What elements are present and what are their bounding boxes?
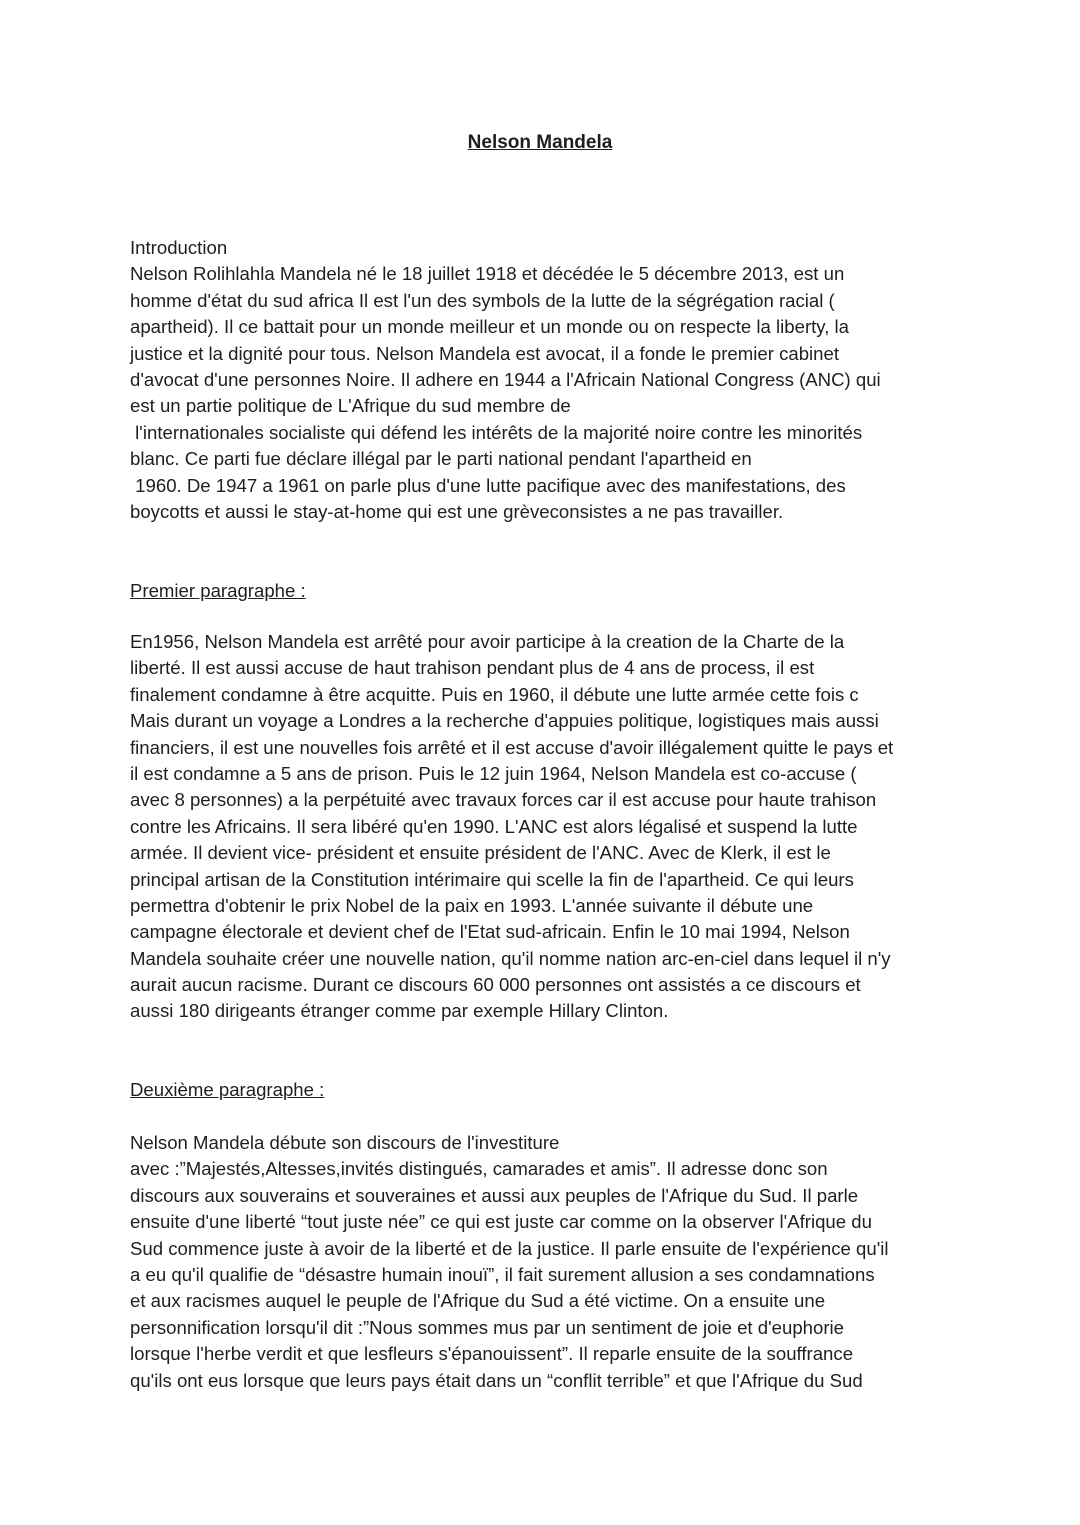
intro-line: l'internationales socialiste qui défend les intérêts de la majorité noire contre les minorités: [130, 421, 863, 443]
paragraph-line: En1956, Nelson Mandela est arrêté pour avoir participe à la creation de la Charte de la: [130, 631, 845, 652]
intro-line: boycotts et aussi le stay-at-home qui est une grèveconsistes a ne pas travailler.: [130, 500, 784, 522]
paragraph-line: discours aux souverains et souveraines et aussi aux peuples de l'Afrique du Sud. Il parle: [130, 1184, 859, 1206]
paragraph-line: principal artisan de la Constitution intérimaire qui scelle la fin de l'apartheid. Ce qui leurs: [130, 868, 854, 890]
paragraph-line: ensuite d'une liberté “tout juste née” ce qui est juste car comme on la observer l'Afrique du: [130, 1211, 872, 1233]
paragraph-line: et aux racismes auquel le peuple de l'Afrique du Sud a été victime. On a ensuite une: [130, 1290, 826, 1312]
section-heading-deuxieme: Deuxième paragraphe :: [130, 1079, 325, 1100]
paragraph-line: permettra d'obtenir le prix Nobel de la paix en 1993. L'année suivante il débute une: [130, 894, 814, 916]
paragraph-line: campagne électorale et devient chef de l'Etat sud-africain. Enfin le 10 mai 1994, Nelson: [130, 921, 850, 943]
paragraph-line: avec :”Majestés,Altesses,invités distingués, camarades et amis”. Il adresse donc son: [130, 1158, 828, 1180]
paragraph-line: Sud commence juste à avoir de la liberté et de la justice. Il parle ensuite de l'expérience qu'il: [130, 1237, 889, 1259]
intro-line: Nelson Rolihlahla Mandela né le 18 juillet 1918 et décédée le 5 décembre 2013, est un: [130, 263, 845, 285]
paragraph-line: personnification lorsqu'il dit :”Nous sommes mus par un sentiment de joie et d'euphorie: [130, 1316, 845, 1338]
paragraph-line: aurait aucun racisme. Durant ce discours 60 000 personnes ont assistés a ce discours et: [130, 974, 861, 996]
premier-paragraphe-block: [130, 629, 893, 1025]
paragraph-line: finalement condamne à être acquitte. Puis en 1960, il débute une lutte armée cette fois c: [130, 683, 859, 705]
paragraph-line: il est condamne a 5 ans de prison. Puis le 12 juin 1964, Nelson Mandela est co-accuse (: [130, 762, 857, 784]
deuxieme-paragraphe-block: [130, 1130, 889, 1394]
intro-line: 1960. De 1947 a 1961 on parle plus d'une lutte pacifique avec des manifestations, des: [130, 474, 846, 496]
intro-line: d'avocat d'une personnes Noire. Il adhere en 1944 a l'Africain National Congress (ANC) qui: [130, 368, 881, 390]
paragraph-line: avec 8 personnes) a la perpétuité avec travaux forces car il est accuse pour haute trahison: [130, 789, 877, 811]
paragraph-line: armée. Il devient vice- président et ensuite président de l'ANC. Avec de Klerk, il est le: [130, 842, 831, 864]
paragraph-line: liberté. Il est aussi accuse de haut trahison pendant plus de 4 ans de process, il est: [130, 657, 815, 679]
paragraph-line: lorsque l'herbe verdit et que lesfleurs s'épanouissent”. Il reparle ensuite de la souffrance: [130, 1343, 854, 1365]
paragraph-line: a eu qu'il qualifie de “désastre humain inouï”, il fait surement allusion a ses condamnations: [130, 1263, 875, 1285]
paragraph-line: financiers, il est une nouvelles fois arrêté et il est accuse d'avoir illégalement quitte le pays et: [130, 736, 894, 758]
intro-line: est un partie politique de L'Afrique du sud membre de: [130, 395, 571, 417]
introduction-block: [130, 235, 881, 525]
intro-line: homme d'état du sud africa Il est l'un des symbols de la lutte de la ségrégation racial (: [130, 289, 835, 311]
intro-line: apartheid). Il ce battait pour un monde meilleur et un monde ou on respecte la liberty, la: [130, 316, 850, 338]
paragraph-line: Mandela souhaite créer une nouvelle nation, qu'il nomme nation arc-en-ciel dans lequel il n'y: [130, 947, 891, 969]
intro-line: blanc. Ce parti fue déclare illégal par le parti national pendant l'apartheid en: [130, 448, 752, 470]
paragraph-line: Mais durant un voyage a Londres a la recherche d'appuies politique, logistiques mais aussi: [130, 710, 879, 732]
paragraph-line: aussi 180 dirigeants étranger comme par exemple Hillary Clinton.: [130, 1000, 669, 1022]
paragraph-line: Nelson Mandela débute son discours de l'investiture: [130, 1132, 560, 1153]
document-title: Nelson Mandela: [467, 132, 613, 153]
paragraph-line: contre les Africains. Il sera libéré qu'en 1990. L'ANC est alors légalisé et suspend la lutte: [130, 815, 858, 837]
intro-line: justice et la dignité pour tous. Nelson Mandela est avocat, il a fonde le premier cabinet: [130, 342, 840, 364]
paragraph-line: qu'ils ont eus lorsque que leurs pays était dans un “conflit terrible” et que l'Afrique du Sud: [130, 1369, 863, 1391]
intro-line: Introduction: [130, 237, 228, 258]
section-heading-premier: Premier paragraphe :: [130, 580, 306, 601]
